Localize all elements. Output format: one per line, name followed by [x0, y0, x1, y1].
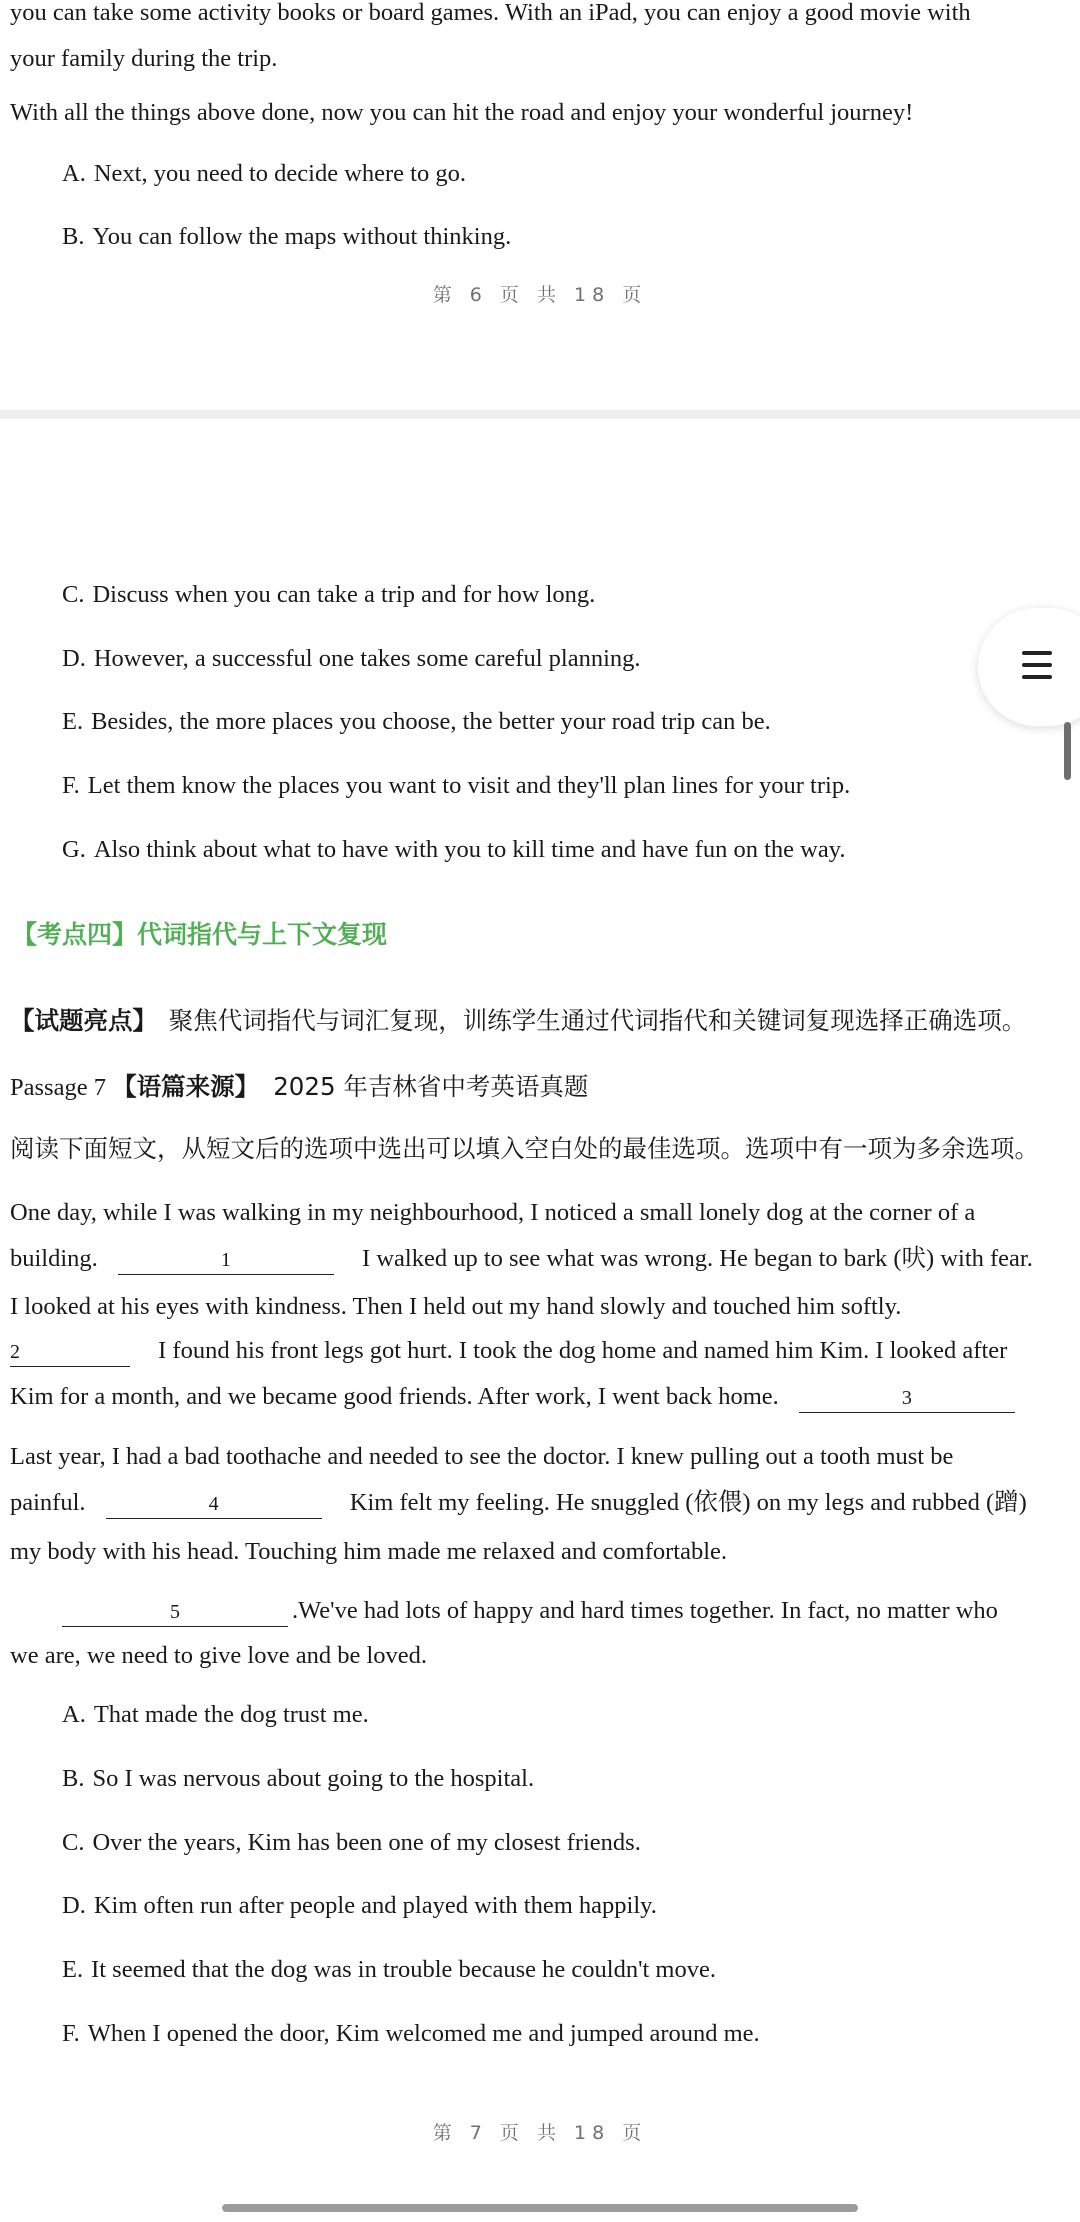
option-e-page6-cont: E. Besides, the more places you choose, the better your road trip can be.	[62, 708, 771, 735]
para1-line3: I looked at his eyes with kindness. Then I held out my hand slowly and touched him softly.	[10, 1293, 902, 1320]
hamburger-menu-icon	[1022, 651, 1052, 679]
page-number-6: 第 6 页 共 18 页	[432, 284, 648, 306]
page-divider	[0, 410, 1080, 419]
scrollbar-thumb[interactable]	[1064, 722, 1071, 780]
floating-menu-button[interactable]	[978, 608, 1080, 726]
paragraph-page6-activities	[10, 0, 1070, 82]
paragraph-page6-closing: With all the things above done, now you can hit the road and enjoy your wonderful journey!	[10, 99, 914, 126]
passage-label: Passage 7	[10, 1074, 106, 1101]
para1-line5: Kim for a month, and we became good friends. After work, I went back home. 3	[10, 1380, 1015, 1414]
option-d-page6-cont: D. However, a successful one takes some careful planning.	[62, 645, 641, 672]
answer-option-b: B. So I was nervous about going to the hospital.	[62, 1765, 535, 1792]
option-a-page6: A. Next, you need to decide where to go.	[62, 160, 466, 187]
text-line: you can take some activity books or board games. With an iPad, you can enjoy a good movie with	[10, 0, 971, 26]
answer-option-d: D. Kim often run after people and played with them happily.	[62, 1892, 657, 1919]
para2-line3: my body with his head. Touching him made me relaxed and comfortable.	[10, 1538, 727, 1565]
para3-line1: 5 .We've had lots of happy and hard times together. In fact, no matter who	[10, 1594, 998, 1628]
highlight-text: 聚焦代词指代与词汇复现，训练学生通过代词指代和关键词复现选择正确选项。	[168, 1006, 1027, 1035]
para2-line2: painful. 4 Kim felt my feeling. He snuggled (依偎) on my legs and rubbed (蹭)	[10, 1486, 1027, 1520]
passage-source-line	[10, 1070, 588, 1105]
section-heading: 【考点四】代词指代与上下文复现	[12, 920, 388, 949]
blank-5[interactable]: 5	[62, 1598, 288, 1627]
page-number-7: 第 7 页 共 18 页	[432, 2122, 648, 2144]
para3-line2: we are, we need to give love and be loved.	[10, 1642, 428, 1669]
blank-3[interactable]: 3	[799, 1384, 1015, 1413]
source-label: 【语篇来源】	[112, 1072, 260, 1101]
blank-4[interactable]: 4	[106, 1490, 322, 1519]
option-g-page6-cont: G. Also think about what to have with you to kill time and have fun on the way.	[62, 836, 846, 863]
para1-line2: building. 1 I walked up to see what was wrong. He began to bark (吠) with fear.	[10, 1242, 1033, 1276]
instructions: 阅读下面短文，从短文后的选项中选出可以填入空白处的最佳选项。选项中有一项为多余选项。	[10, 1134, 1039, 1163]
para1-line1: One day, while I was walking in my neighbourhood, I noticed a small lonely dog at the corner of a	[10, 1199, 976, 1226]
option-c-page6-cont: C. Discuss when you can take a trip and for how long.	[62, 581, 596, 608]
option-f-page6-cont: F. Let them know the places you want to visit and they'll plan lines for your trip.	[62, 772, 851, 799]
blank-2[interactable]: 2	[10, 1338, 130, 1367]
answer-option-c: C. Over the years, Kim has been one of my closest friends.	[62, 1829, 641, 1856]
para2-line1: Last year, I had a bad toothache and needed to see the doctor. I knew pulling out a tooth must be	[10, 1443, 954, 1470]
blank-1[interactable]: 1	[118, 1246, 334, 1275]
para1-line4: 2 I found his front legs got hurt. I took the dog home and named him Kim. I looked after	[10, 1334, 1007, 1368]
home-indicator[interactable]	[222, 2204, 858, 2212]
option-b-page6: B. You can follow the maps without thinking.	[62, 223, 512, 250]
source-text: 2025 年吉林省中考英语真题	[273, 1072, 589, 1101]
answer-option-a: A. That made the dog trust me.	[62, 1701, 369, 1728]
highlight-label: 【试题亮点】	[10, 1006, 157, 1035]
text-line: your family during the trip.	[10, 45, 278, 72]
answer-option-f: F. When I opened the door, Kim welcomed me and jumped around me.	[62, 2020, 760, 2047]
highlight-line	[10, 1004, 1026, 1038]
answer-option-e: E. It seemed that the dog was in trouble because he couldn't move.	[62, 1956, 716, 1983]
